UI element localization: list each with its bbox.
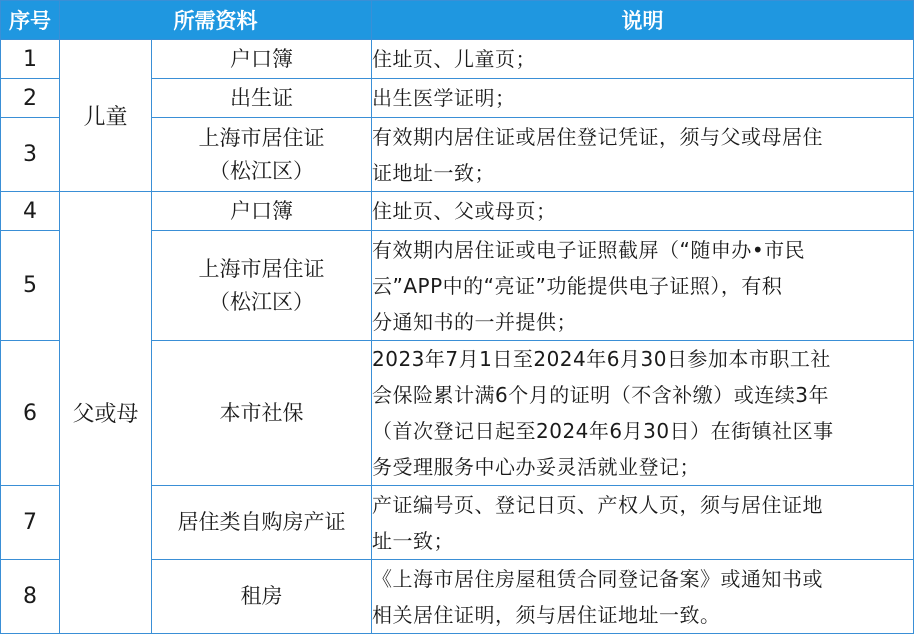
description-cell — [372, 192, 914, 231]
group-parent: 父或母 — [60, 192, 152, 634]
header-row — [1, 1, 914, 40]
row-number: 5 — [1, 231, 60, 341]
row-number: 8 — [1, 560, 60, 634]
material-cell — [152, 486, 372, 560]
description-line: 住址页、父或母页； — [372, 199, 557, 223]
description-cell — [372, 40, 914, 79]
material-cell — [152, 231, 372, 341]
description-cell — [372, 79, 914, 118]
material-line: 租房 — [240, 584, 283, 608]
description-line: 云”APP中的“亮证”功能提供电子证照），有积 — [372, 273, 783, 298]
description-line: 会保险累计满6个月的证明（不含补缴）或连续3年 — [372, 383, 829, 407]
description-line: 2023年7月1日至2024年6月30日参加本市职工社 — [372, 347, 831, 371]
description-cell — [372, 118, 914, 192]
material-line: 出生证 — [230, 85, 293, 110]
description-line: 有效期内居住证或居住登记凭证，须与父或母居住 — [372, 124, 823, 149]
table-row — [1, 40, 914, 79]
description-line: 址一致； — [372, 528, 454, 553]
row-number: 4 — [1, 192, 60, 231]
header-desc: 说明 — [372, 1, 914, 40]
row-number: 6 — [1, 341, 60, 486]
row-number: 7 — [1, 486, 60, 560]
material-line: 本市社保 — [219, 400, 304, 425]
description-line: 出生医学证明； — [372, 86, 516, 110]
description-cell — [372, 560, 914, 634]
material-cell — [152, 118, 372, 192]
group-child: 儿童 — [60, 40, 152, 192]
description-cell — [372, 341, 914, 486]
description-line: 《上海市居住房屋租赁合同登记备案》或通知书或 — [372, 566, 823, 591]
material-cell — [152, 560, 372, 634]
material-cell — [152, 40, 372, 79]
material-line: 居住类自购房产证 — [177, 510, 346, 534]
material-line: （松江区） — [209, 158, 314, 183]
description-line: 务受理服务中心办妥灵活就业登记； — [372, 455, 700, 479]
material-cell — [152, 79, 372, 118]
description-cell — [372, 231, 914, 341]
row-number: 1 — [1, 40, 60, 79]
description-cell — [372, 486, 914, 560]
table-row — [1, 192, 914, 231]
description-line: 有效期内居住证或电子证照截屏（“随申办•市民 — [372, 237, 806, 262]
description-line: 住址页、儿童页； — [372, 47, 536, 71]
material-line: 户口簿 — [230, 46, 293, 71]
description-line: （首次登记日起至2024年6月30日）在街镇社区事 — [372, 419, 834, 443]
material-line: 户口簿 — [230, 198, 293, 223]
material-line: 上海市居住证 — [198, 256, 325, 281]
description-line: 产证编号页、登记日页、产权人页，须与居住证地 — [372, 492, 823, 517]
description-line: 相关居住证明，须与居住证地址一致。 — [372, 602, 721, 627]
header-no: 序号 — [1, 1, 60, 40]
material-cell — [152, 192, 372, 231]
row-number: 3 — [1, 118, 60, 192]
row-number: 2 — [1, 79, 60, 118]
material-line: （松江区） — [209, 289, 314, 314]
description-line: 证地址一致； — [372, 160, 495, 185]
header-materials: 所需资料 — [60, 1, 372, 40]
material-cell — [152, 341, 372, 486]
material-line: 上海市居住证 — [198, 125, 325, 150]
description-line: 分通知书的一并提供； — [372, 309, 577, 334]
